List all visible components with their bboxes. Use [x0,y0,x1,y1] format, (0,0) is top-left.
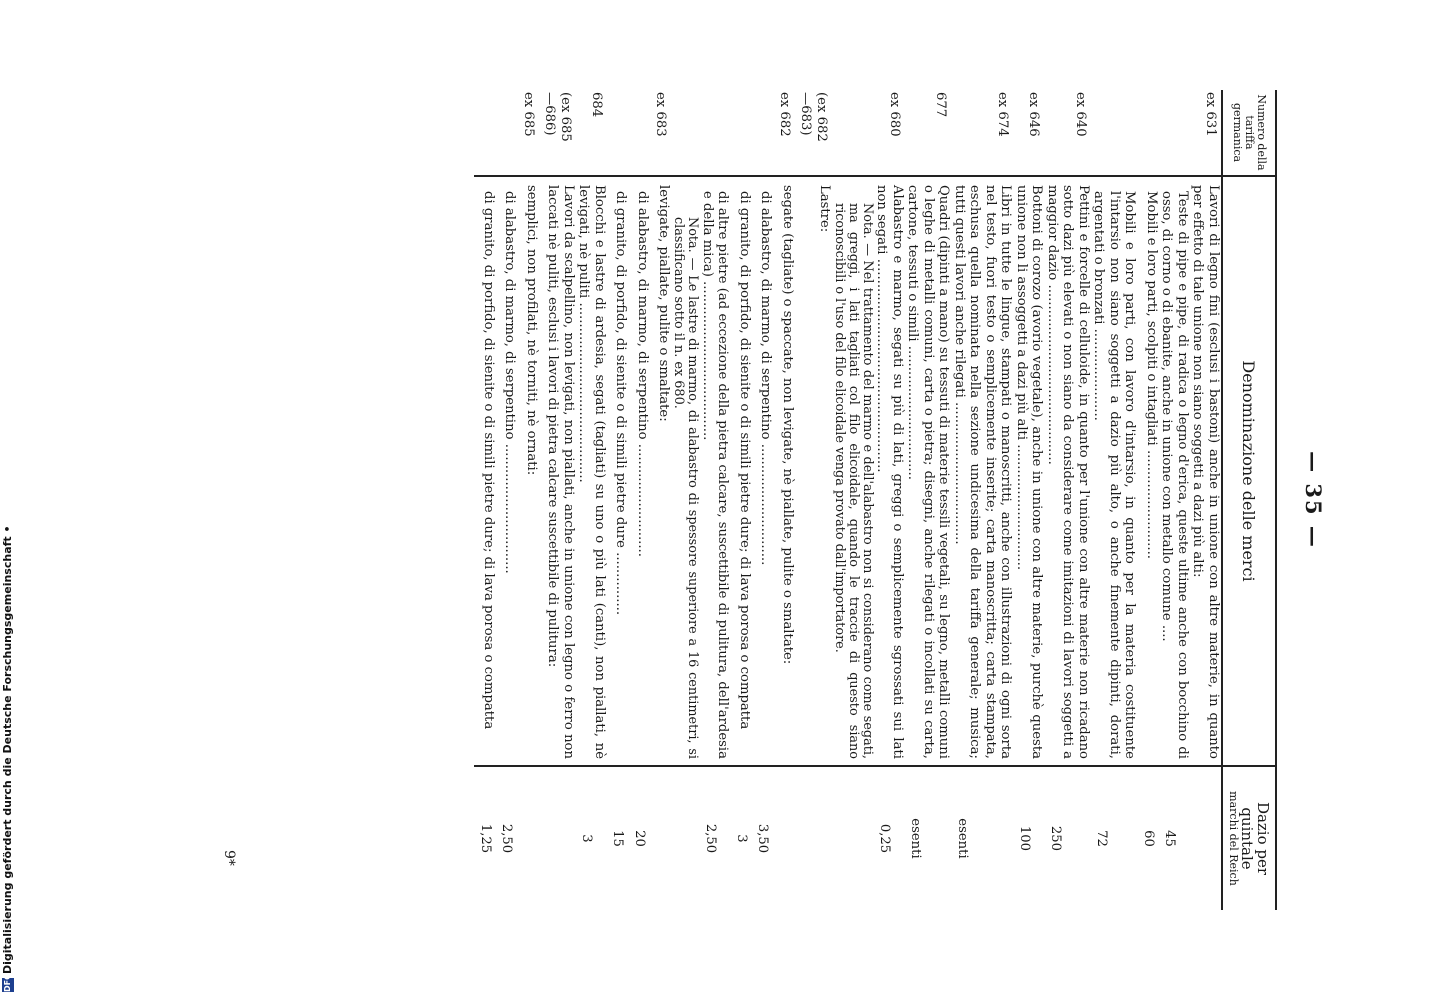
tariff-number: ex 682 [777,92,792,137]
duty-value: 3 [734,834,749,843]
duty-value: 2,50 [499,823,515,854]
goods-description: di granito, di porfido, di sienite o di simili pietre dure ............... [607,176,629,766]
goods-description: Bottoni di corozo (avorio vegetale), anche in unione con altre materie, purchè questa unione non li assoggetti a dazi più alti .............................. [1014,176,1045,766]
duty-value: 20 [632,830,647,847]
duty-value: 15 [610,830,626,847]
credit-text: Digitalisierung gefördert durch die Deutsche Forschungsgemeinschaft • [1,525,14,974]
goods-description: Mobili e loro parti, con lavoro d'intarsio, in quanto per la materia costituente l'intarsio non siano soggetti a dazio più alto, o anche finemente dipinti, dorati, argentati o bronzati ...................... [1091,176,1138,766]
goods-description: Alabastro e marmo, segati su più di lati, greggi o semplicemente sgrossati sui lati non segati ................................................... [874,176,905,766]
table-row [576,90,607,910]
goods-description: semplici, non profilati, nè torniti, nè ornati: [518,176,540,766]
goods-description: segate (tagliate) o spaccate, non levigate, nè piallate, pulite o smaltate: [774,176,796,766]
tariff-number [672,90,700,176]
tariff-number [752,90,774,176]
tariff-number: (ex 682 —683) [798,92,829,142]
goods-description: di altre pietre (ad eccezione della pietra calcare, suscettibile di pulitura, dell'ardesia e della mica) ...................................... [700,176,731,766]
rotated-page [204,90,1334,910]
duty-value: 1,25 [478,823,493,854]
goods-description: Pettini e forcelle di celluloide, in quanto per l'unione con altre materie non ricadano sotto dazi più elevati o non siano da considerare come imitazioni di lavori soggetti a maggior dazio ........................................... [1045,176,1092,766]
tariff-number [1138,90,1160,176]
header-number: Numero della tariffa germanica [1222,90,1276,176]
table-row [731,90,753,910]
table-row [832,90,874,910]
goods-description: Blocchi e lastre di ardesia, segati (tagliati) su uno o più lati (canti), non piallati, nè levigati, nè puliti ........................................... [576,176,607,766]
goods-description: Teste di pipe e pipe, di radica o legno d'erica, queste ultime anche con bocchino di osso, di corno o di ebanite, anche in unione con metallo comune .... [1159,176,1190,766]
tariff-number: ex 646 [1026,92,1042,137]
table-header [1222,90,1276,910]
duty-value [795,766,832,910]
goods-description: Lavori da scalpellino, non levigati, non piallati, anche in unione con legno o ferro non laccati nè puliti, esclusi i lavori di pietra calcare suscettibile di pulitura: [539,176,576,766]
duty-value [774,766,796,910]
duty-value [518,766,540,910]
dfg-logo: DFG [3,973,12,992]
table-row [475,90,497,910]
tariff-number [1159,90,1190,176]
table-row [1014,90,1045,910]
goods-description: Lavori di legno fini (esclusi i bastoni) anche in unione con altre materie, in quanto per effetto di tale unione non siano soggetti a dazi più alti: [1190,176,1222,766]
duty-value [832,766,874,910]
duty-value: 250 [1048,825,1063,852]
goods-description: di granito, di porfido, di sienite o di simili pietre dure; di lava porosa o compatta [475,176,497,766]
table-row [874,90,905,910]
header-duty-main: Dazio per quintale [1238,801,1272,876]
tariff-number: ex 683 [653,92,669,137]
goods-description: levigate, piallate, pulite o smaltate: [650,176,672,766]
duty-value: 3 [579,834,595,843]
tariff-number: ex 640 [1073,92,1088,137]
table-row [774,90,796,910]
duty-value [539,766,576,910]
duty-value [650,766,672,910]
note-text: Nota. — Le lastre di marmo, di alabastro di spessore superiore a 16 centimetri, si classificano sotto il n. ex 680. [672,176,700,766]
table-row [1091,90,1138,910]
table-row [672,90,700,910]
tariff-number [1091,90,1138,176]
tariff-number [607,90,629,176]
goods-description: di granito, di porfido, di sienite o di simili pietre dure; di lava porosa o compatta [731,176,753,766]
table-row [1159,90,1190,910]
duty-value: 45 [1162,830,1178,847]
goods-description: di alabastro, di marmo, di serpentino ............................... [496,176,518,766]
duty-value [1190,766,1222,910]
tariff-number [629,90,651,176]
table-row [1045,90,1092,910]
tariff-number [496,90,518,176]
duty-value: esenti [955,818,970,859]
tariff-number [731,90,753,176]
tariff-number: ex 680 [887,92,902,137]
duty-value: 100 [1017,825,1032,852]
tariff-number [832,90,874,176]
table-row [518,90,540,910]
header-duty [1222,766,1276,910]
header-description: Denominazione delle merci [1222,176,1276,766]
table-row [539,90,576,910]
table-row [700,90,731,910]
duty-value: 2,50 [703,823,718,854]
tariff-table [475,90,1278,910]
tariff-number: 677 [933,92,949,118]
table-row [952,90,1014,910]
tariff-number: ex 674 [995,92,1011,137]
goods-description: Libri in tutte le lingue, stampati o manoscritti, anche con illustrazioni di ogni sorta nel testo, fuori testo o semplicemente inserite; carta manoscritta; carta stampata, eschusa quella nominata nella sezione undicesima della tariffa generale; musica; tutti questi lavori anche rilegati .................................. [952,176,1014,766]
table-row [905,90,952,910]
goods-description: Mobili e loro parti, scolpiti o intagliati .......................... [1138,176,1160,766]
duty-value [672,766,700,910]
tariff-number: ex 685 [521,92,536,137]
table-row [650,90,672,910]
tariff-number [475,90,497,176]
table-row [1138,90,1160,910]
table-row [1190,90,1222,910]
table-row [607,90,629,910]
table-row [496,90,518,910]
digitization-credit [0,0,18,1000]
tariff-number: 684 [589,92,604,118]
table-row [629,90,651,910]
goods-description: di alabastro, di marmo, di serpentino ........................... [629,176,651,766]
tariff-number [700,90,731,176]
goods-description: di alabastro, di marmo, di serpentino ............................. [752,176,774,766]
duty-value: 72 [1094,830,1110,847]
note-text: Nota. — Nel trattamento del marmo e dell'alabastro non si considerano come segati, ma greggi, i lati tagliati col filo elicoidale, quando le traccie di questo siano riconoscibili o l'uso del filo elicoidale venga provato dall'importatore. [832,176,874,766]
goods-description: Quadri (dipinti a mano) su tessuti di materie tessili vegetali, su legno, metalli comuni o leghe di metalli comuni, carta o pietra; disegni, anche rilegati o incollati su carta, cartone, tessuti o simili ................................ [905,176,952,766]
table-row [795,90,832,910]
page-number: — 35 — [1301,451,1326,549]
goods-description: Lastre: [795,176,832,766]
duty-value: esenti [908,818,924,859]
duty-value: 60 [1141,830,1156,847]
duty-value: 3,50 [755,823,771,854]
header-duty-unit: marchi del Reich [1227,791,1240,886]
tariff-number: ex 631 [1203,92,1218,137]
footnote-mark: 9* [221,850,237,866]
tariff-number: (ex 685 —686) [542,92,573,142]
duty-value: 0,25 [877,823,893,854]
table-row [752,90,774,910]
